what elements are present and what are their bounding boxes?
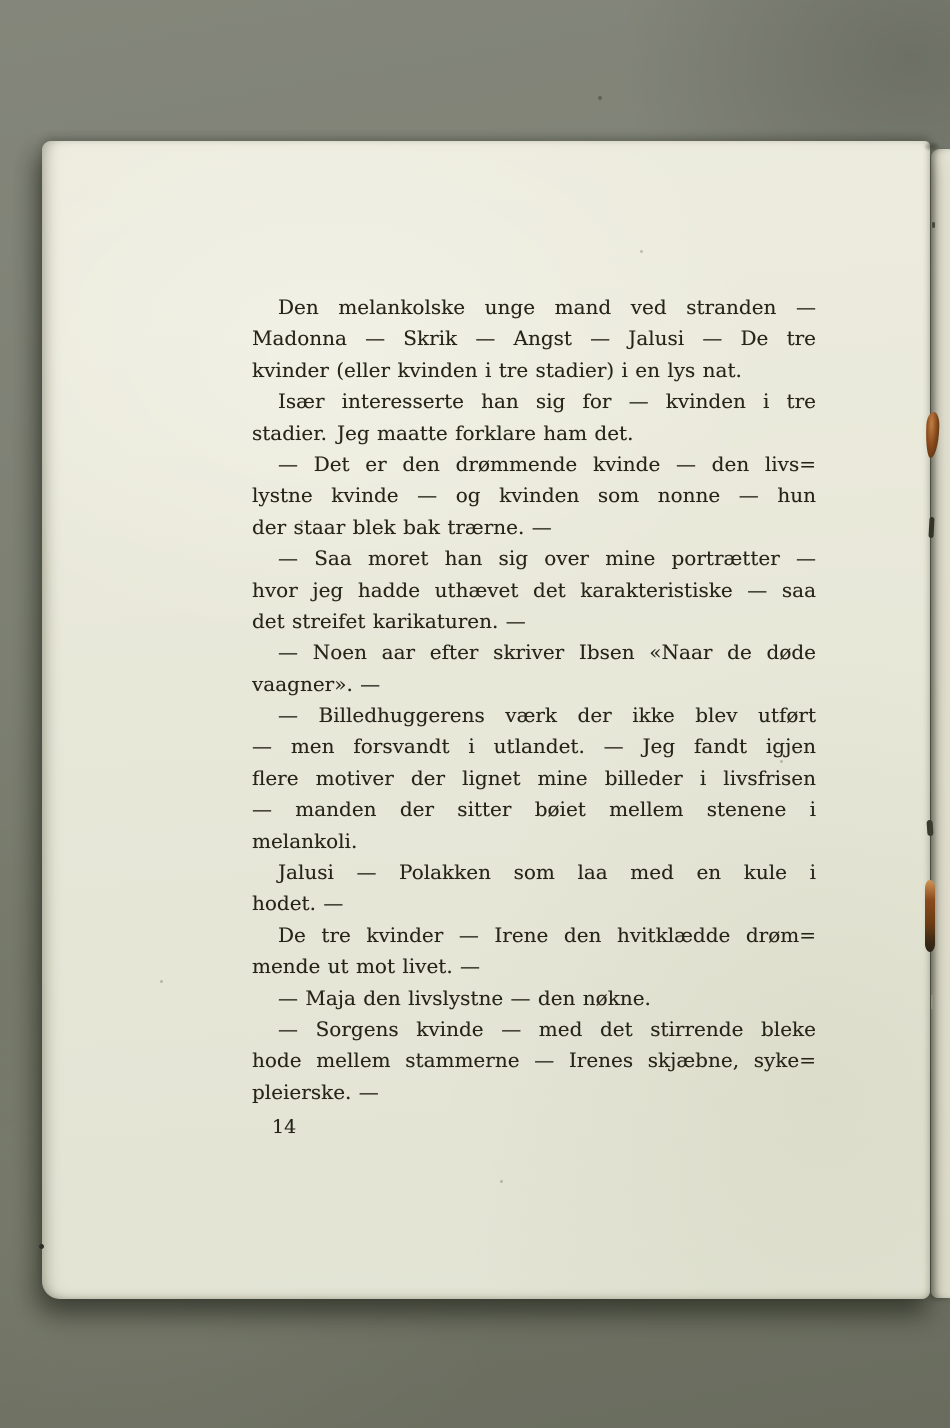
dust-speck (780, 760, 783, 763)
text-line: vaagner». — (252, 671, 381, 696)
text-line: kvinder (eller kvinden i tre stadier) i en lys nat. (252, 357, 742, 382)
text-line: — manden der sitter bøiet mellem stenene i (252, 797, 816, 822)
text-line: — Billedhuggerens værk der ikke blev utført (278, 703, 816, 728)
text-line: — Maja den livslystne — den nøkne. (278, 985, 651, 1010)
rust-stain-streak (925, 880, 935, 952)
seam-scratch (931, 995, 933, 1009)
scanned-book-page (42, 141, 930, 1299)
gutter-seam-shadow (921, 140, 943, 162)
text-line: Især interesserte han sig for — kvinden i tre (278, 389, 816, 414)
text-line: stadier. Jeg maatte forklare ham det. (252, 420, 634, 445)
text-line: flere motiver der lignet mine billeder i livsfrisen (252, 765, 816, 790)
page-number: 14 (272, 1116, 297, 1138)
page-body-text (252, 292, 816, 1108)
dust-speck (500, 1180, 503, 1183)
text-line: — Noen aar efter skriver Ibsen «Naar de døde (278, 640, 816, 665)
edge-speck (39, 1244, 44, 1249)
dust-speck (640, 250, 643, 253)
text-line: pleierske. — (252, 1079, 379, 1104)
text-line: — men forsvandt i utlandet. — Jeg fandt igjen (252, 734, 816, 759)
dust-speck (160, 980, 163, 983)
text-line: Den melankolske unge mand ved stranden — (278, 295, 816, 319)
next-page-edge (931, 149, 950, 1298)
text-line: De tre kvinder — Irene den hvitklædde drøm= (278, 922, 816, 947)
text-line: — Saa moret han sig over mine portrætter — (278, 546, 816, 571)
text-line: der staar blek bak trærne. — (252, 514, 552, 539)
text-line: hode mellem stammerne — Irenes skjæbne, syke= (252, 1048, 816, 1073)
text-line: — Sorgens kvinde — med det stirrende bleke (278, 1016, 816, 1041)
text-line: det streifet karikaturen. — (252, 608, 526, 633)
dust-speck (300, 520, 303, 523)
text-line: Jalusi — Polakken som laa med en kule i (278, 860, 816, 885)
dust-speck (598, 96, 602, 100)
text-line: hodet. — (252, 891, 344, 916)
text-line: lystne kvinde — og kvinden som nonne — hun (252, 483, 816, 508)
text-line: hvor jeg hadde uthævet det karakteristiske — saa (252, 577, 816, 602)
text-line: mende ut mot livet. — (252, 954, 481, 979)
text-line: melankoli. (252, 828, 358, 853)
text-line: — Det er den drømmende kvinde — den livs= (278, 451, 816, 476)
text-line: Madonna — Skrik — Angst — Jalusi — De tre (252, 326, 816, 351)
seam-speck (932, 222, 935, 228)
ink-speck (926, 820, 933, 836)
